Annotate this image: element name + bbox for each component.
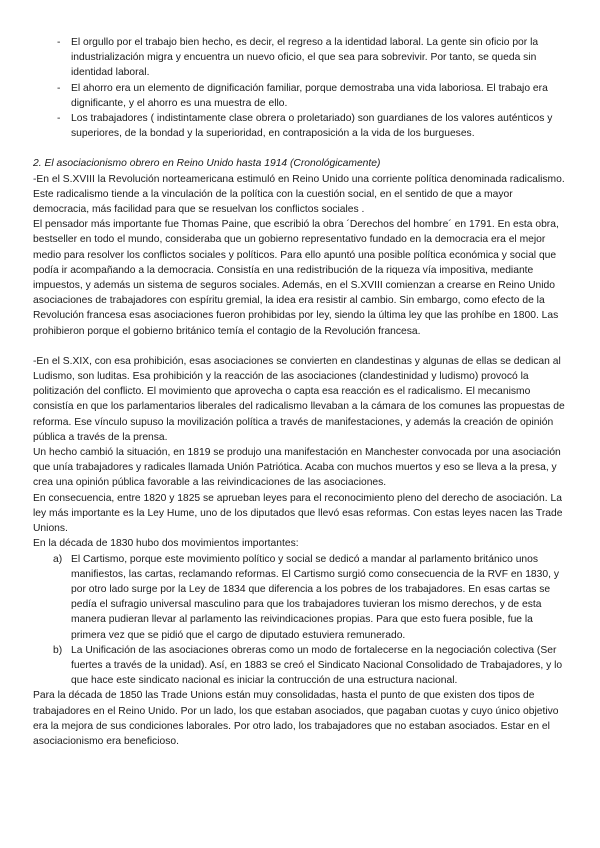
bullet-item: [33, 35, 568, 81]
bullet-item: [33, 81, 568, 111]
paragraph: En la década de 1830 hubo dos movimientos importantes:: [33, 538, 299, 550]
bullet-marker: -: [57, 113, 61, 125]
bullet-text: El orgullo por el trabajo bien hecho, es decir, el regreso a la identidad laboral. La gente sin oficio por la industrialización migra y encuentra un nuevo oficio, el que sea para sobrevivir. Por tanto, se queda sin identidad laboral.: [71, 37, 539, 79]
paragraph: En consecuencia, entre 1820 y 1825 se aprueban leyes para el reconocimiento pleno del derecho de asociación. La ley más importante es la Ley Hume, uno de los diputados que llevó esas reformas. Con estas leyes nacen las Trade Unions.: [33, 492, 563, 535]
bullet-item: [33, 111, 568, 141]
document-page: [33, 35, 568, 749]
paragraph: -En el S.XVIII la Revolución norteamericana estimuló en Reino Unido una corriente política denominada radicalismo. Este radicalismo tiende a la vinculación de la política con la cuestión social, en el sentido de que a mayor democracia, más facilidad para que se resuelvan los conflictos sociales .: [33, 173, 565, 216]
list-marker: b): [53, 644, 63, 656]
lettered-item-text: La Unificación de las asociaciones obreras como un modo de fortalecerse en la negociación colectiva (Ser fuertes a través de la unidad). Así, en 1883 se creó el Sindicato Nacional Consolidado de Trabajadores, y lo que hace este sindicato nacional es iniciar la contrucción de una estructura nacional.: [71, 644, 563, 687]
bullet-list: [33, 35, 568, 141]
lettered-item: [33, 552, 568, 643]
section-heading: 2. El asociacionismo obrero en Reino Unido hasta 1914 (Cronológicamente): [33, 158, 381, 170]
paragraph-gap: [33, 339, 568, 354]
lettered-item-text: El Cartismo, porque este movimiento político y social se dedicó a mandar al parlamento británico unos manifiestos, las cartas, reclamando reformas. El Cartismo surgió como consecuencia de la RVF en 1830, y por otro lado surge por la Ley de 1834 que diferencia a los pobres de los trabajadores. En esas cartas se pedía el sufragio universal masculino para que los trabajadores tuvieran los mismo derechos, y de esta manera pudieran llevar al parlamento las reivindicaciones propias. Para que esto fuera posible, fue la primera vez que se pidió que el cargo de diputado estuviera remunerado.: [71, 553, 559, 641]
paragraph: -En el S.XIX, con esa prohibición, esas asociaciones se convierten en clandestinas y algunas de ellas se dedican al Ludismo, son luditas. Esa prohibición y la reacción de las asociaciones (clandestinidad y ludismo) provocó la politización del conflicto. El movimiento que aprovecha o capta esa reacción es el radicalismo. El mecanismo consistía en que los parlamentarios liberales del radicalismo llevaban a la cámara de los comunes las propuestas de reforma. Ese vínculo supuso la movilización política a través de manifestaciones, y además la creación de opinión pública a través de la prensa.: [33, 355, 565, 443]
lettered-list: [33, 552, 568, 689]
paragraph: El pensador más importante fue Thomas Paine, que escribió la obra ´Derechos del hombre´ en 1791. En esta obra, bestseller en todo el mundo, consideraba que un gobierno representativo fundado en la democracia era el mejor medio para resolver los conflictos sociales y políticos. Para ello apuntó una posible política económica y social que podía ir acompañando a la democracia. Consistía en una redistribución de la riqueza vía impositiva, mediante impuestos, y además un sistema de seguros sociales. Además, en el S.XVIII comienzan a crearse en Reino Unido asociaciones de trabajadores con espíritu gremial, la idea era resistir al cambio. Sin embargo, como efecto de la Revolución francesa esas asociaciones fueron prohibidas por ley, siendo la última ley que las prohíbe en 1800. Las prohibieron porque el gobierno británico temía el contagio de la Revolución francesa.: [33, 219, 559, 337]
list-marker: a): [53, 553, 63, 565]
bullet-marker: -: [57, 82, 61, 94]
bullet-text: Los trabajadores ( indistintamente clase obrera o proletariado) son guardianes de los valores auténticos y superiores, de la bondad y la superioridad, en contraposición a la vida de los burgueses.: [71, 113, 553, 140]
bullet-text: El ahorro era un elemento de dignificación familiar, porque demostraba una vida laboriosa. El trabajo era dignificante, y el ahorro es una muestra de ello.: [71, 82, 548, 109]
paragraph: Un hecho cambió la situación, en 1819 se produjo una manifestación en Manchester convocada por una asociación que unía trabajadores y radicales llamada Unión Patriótica. Acaba con muchos muertos y eso se lleva a la presa, y crea una opinión pública favorable a las reivindicaciones de las asociaciones.: [33, 447, 561, 489]
bullet-marker: -: [57, 37, 61, 48]
lettered-item: [33, 643, 568, 689]
closing-paragraph: Para la década de 1850 las Trade Unions están muy consolidadas, hasta el punto de que existen dos tipos de trabajadores en el Reino Unido. Por un lado, los que estaban asociados, que pagaban cuotas y cuyo único objetivo era la mejora de sus condiciones laborales. Por otro lado, los trabajadores que no estaban asociados. Estar en el asociacionismo era beneficioso.: [33, 690, 559, 747]
